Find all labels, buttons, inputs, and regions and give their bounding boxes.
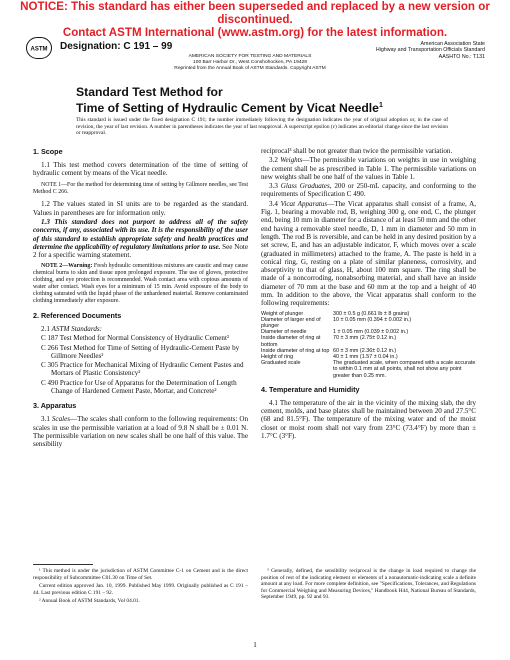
reference-item: C 305 Practice for Mechanical Mixing of Hydraulic Cement Pastes and Mortars of Plastic Consistency² [41,361,244,378]
paragraph-1-3 [33,218,248,259]
section-heading-scope: 1. Scope [33,147,63,156]
society-line: Reprinted from the Annual Book of ASTM Standards. Copyright ASTM [174,66,326,71]
tolerance-item: Diameter of needle [261,329,307,336]
tolerance-item: Weight of plunger [261,310,304,317]
tolerance-value: 70 ± 3 mm (2.75± 0.12 in.) [333,335,397,342]
warning-text: Fresh hydraulic cementitious mixtures are caustic and may cause chemical burns to skin and tissue upon prolonged exposure. The use of gloves, protective clothing, and eye protection is recommended. Wash contact area with copious amounts of water after contact. Wash eyes for a minimum of 15 min. Avoid exposure of the body to clothing saturated with the liquid phase of the unhardened material. Remove contaminated clothing immediately after exposure. [33,263,248,305]
table-row [261,360,476,379]
tolerance-item: Height of ring [261,354,294,361]
tolerance-value: 10 ± 0.05 mm (0.394 ± 0.002 in.) [333,316,412,323]
weights-label: Weights [280,156,303,165]
title-footnote-mark: 1 [378,102,383,109]
apparatus-tolerance-table [261,311,476,379]
footnote-1-edition: Current edition approved Jan. 10, 1999. Published May 1999. Originally published as C 191 – 44. Last previous edition C 191 – 92. [33,583,248,596]
tolerance-value: 40 ± 1 mm (1.57 ± 0.04 in.) [333,354,398,361]
scales-label: Scales [51,415,70,424]
astm-logo [26,37,52,59]
tolerance-item: Inside diameter of ring at bottom [261,335,321,348]
left-column [33,147,248,449]
section-heading-apparatus: 3. Apparatus [33,401,77,411]
document-title [76,85,383,115]
glass-graduates-label: Glass Graduates [280,182,330,191]
aashto-line: AASHTO No.: T131 [438,53,485,60]
footnote-3: ³ Generally, defined, the sensibility reciprocal is the change in load required to change the position of rest of the indicating element or elements of a nonautomatic-indicating scale a definite amount at any load. For more complete definition, see "Specifications, Tolerances, and Regulations for Commercial Weighing and Measuring Devices," Handbook H44, National Bureau of Standards, September 1949, pp. 92 and 93. [261,568,476,601]
footnotes-left [33,568,248,607]
society-block [150,54,350,72]
reference-item: C 187 Test Method for Normal Consistency of Hydraulic Cement² [41,334,230,343]
footnote-1: ¹ This method is under the jurisdiction of ASTM Committee C-1 on Cement and is the direct responsibility of Subcommittee C01.30 on Time of Set. [33,568,248,581]
tolerance-value: 60 ± 3 mm (2.36± 0.12 in.) [333,347,397,354]
astm-standards-label: ASTM Standards: [51,324,103,333]
paragraph-3-2: 3.2 Weights—The permissible variations on weights in use in weighing the cement shall be as prescribed in Table 1. The permissible variations on new weights shall be one half of the values in Table 1. [261,156,477,181]
aashto-line: Highway and Transportation Officials Standard [375,47,485,54]
aashto-block [376,41,485,60]
paragraph-3-3: 3.3 Glass Graduates, 200 or 250-mL capacity, and conforming to the requirements of Specification C 490. [261,182,476,199]
society-line: AMERICAN SOCIETY FOR TESTING AND MATERIALS [188,54,312,59]
section-heading-referenced-documents: 2. Referenced Documents [33,310,122,320]
warning-label: NOTE 2—Warning: [41,263,93,270]
reference-item: C 266 Test Method for Time of Setting of Hydraulic-Cement Paste by Gillmore Needles² [41,343,240,360]
notice-line-1: NOTICE: This standard has either been superseded and replaced by a new version or discontinued. [20,0,490,26]
issuance-statement: This standard is issued under the fixed designation C 191; the number immediately following the designation indicates the year of original adoption or, in the case of revision, the year of last revision. A number in parentheses indicates the year of last reapproval. A superscript epsilon (ε) indicates an editorial change since the last revision or reapproval. [76,117,448,137]
reference-item: C 490 Practice for Use of Apparatus for the Determination of Length Change of Hardened Cement Paste, Mortar, and Concrete² [41,378,237,395]
tolerance-value: 1 ± 0.05 mm (0.039 ± 0.002 in.) [333,329,409,336]
title-line-1: Standard Test Method for [76,85,223,99]
vicat-apparatus-label: Vicat Apparatus [280,199,328,208]
logo-text: ASTM [30,46,48,53]
footnote-2: ² Annual Book of ASTM Standards, Vol 04.01. [39,598,140,605]
title-line-2: Time of Setting of Hydraulic Cement by Vicat Needle [76,101,379,116]
paragraph-3-4: 3.4 Vicat Apparatus—The Vicat apparatus shall consist of a frame, A, Fig. 1, bearing a movable rod, B, weighing 300 g, one end, C, the plunger end, being 10 mm in diameter for a distance of at least 50 mm and the other end having a removable steel needle, D, 1 mm in diameter and 50 mm in length. The rod B is reversible, and can be held in any desired position by a set screw, E, and has an adjustable indicator, F, which moves over a scale (graduated in millimeters) attached to the frame, A. The paste is held in a conical ring, G, resting on a plate of similar planeness, corrosivity, and absorptivity to that of glass, H, about 100 mm square. The ring shall be made of a noncorroding, nonabsorbing material, and shall have an inside diameter of 70 mm at the base and 60 mm at the top and a height of 40 mm. In addition to the above, the Vicat apparatus shall conform to the following requirements: [261,199,476,308]
footnote-divider [33,564,93,565]
safety-statement-tail: See Note 2 for a specific warning statement. [33,242,248,260]
safety-statement: 1.3 This standard does not purport to address all of the safety concerns, if any, associated with its use. It is the responsibility of the user of this standard to establish appropriate safety and health practices and determine the applicability of regulatory limitations prior to use. [33,218,248,251]
right-column [261,147,476,441]
note-1: NOTE 1—For the method for determining time of setting by Gillmore needles, see Test Method C 266. [33,181,248,195]
designation: Designation: C 191 – 99 [60,41,173,52]
tolerance-item: Graduated scale [261,360,301,367]
paragraph-2-1: 2.1 ASTM Standards: [41,324,103,333]
notice-line-2: Contact ASTM International (www.astm.org) for the latest information. [62,26,448,39]
page-number: 1 [253,640,257,649]
paragraph-1-1: 1.1 This test method covers determination of the time of setting of hydraulic cement by means of the Vicat needle. [33,161,248,178]
section-heading-temperature-humidity: 4. Temperature and Humidity [261,384,360,394]
tolerance-value: 300 ± 0.5 g (0.661 lb ± 8 grains) [333,310,410,317]
supersession-notice [0,0,510,39]
paragraph-1-2: 1.2 The values stated in SI units are to be regarded as the standard. Values in parentheses are for information only. [33,200,248,217]
table-row [261,317,476,329]
table-row [261,335,476,347]
paragraph-4-1: 4.1 The temperature of the air in the vicinity of the mixing slab, the dry cement, molds, and base plates shall be maintained between 20 and 27.5°C (68 and 81.5°F). The temperature of the mixing water and of the moist closet or moist room shall not vary from 23°C (73.4°F) by more than ± 1.7°C (3°F). [261,398,476,441]
society-line: 100 Barr Harbor Dr., West Conshohocken, PA 19428 [193,60,307,65]
tolerance-value: The graduated scale, when compared with a scale accurate to within 0.1 mm at all points, shall not show any point greater than 0.25 mm. [333,360,476,379]
aashto-line: American Association State [420,41,485,47]
tolerance-item: Diameter of larger end of plunger [261,316,321,330]
paragraph-3-1: 3.1 Scales—The scales shall conform to the following requirements: On scales in use the permissible variation at a load of 9.8 N shall be ± 0.01 N. The permissible variation on new scales shall be one half of this value. The sensibility [33,415,248,449]
footnotes-right [261,568,476,603]
paragraph-continued: reciprocal³ shall be not greater than twice the permissible variation. [261,147,453,155]
note-2 [33,263,248,304]
tolerance-item: Inside diameter of ring at top [261,347,330,354]
